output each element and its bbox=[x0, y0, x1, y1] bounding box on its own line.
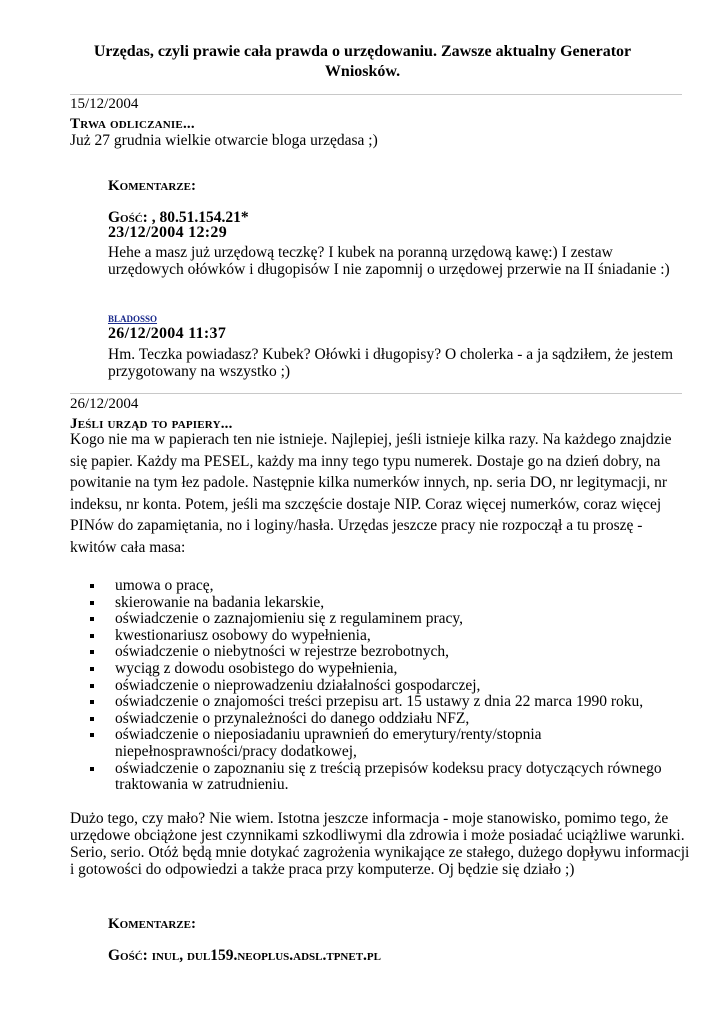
bullet-icon bbox=[90, 584, 94, 588]
bullet-icon bbox=[90, 617, 94, 621]
divider bbox=[70, 94, 682, 95]
list-item: oświadczenie o nieprowadzeniu działalności gospodarczej, bbox=[90, 678, 690, 695]
list-item: oświadczenie o zapoznaniu się z treścią przepisów kodeksu pracy dotyczących równego traktowania w zatrudnieniu. bbox=[90, 761, 690, 794]
document-list bbox=[90, 578, 690, 794]
bullet-icon bbox=[90, 717, 94, 721]
bullet-icon bbox=[90, 733, 94, 737]
comments-heading: Komentarze: bbox=[108, 916, 196, 932]
list-item: oświadczenie o zaznajomieniu się z regulaminem pracy, bbox=[90, 611, 690, 628]
post-body: Kogo nie ma w papierach ten nie istnieje. Najlepiej, jeśli istnieje kilka razy. Na każdego znajdzie się papier. Każdy ma PESEL, każdy ma inny tego typu numerek. Dostaje go na dzień dobry, na powitanie na tym łez padole. Następnie kilka numerków innych, np. seria DO, nr legitymacji, nr indeksu, nr konta. Potem, jeśli ma szczęście dostaje NIP. Coraz więcej numerków, coraz więcej PINów do zapamiętania, no i loginy/hasła. Urzędas jeszcze pracy nie rozpoczął a tu proszę - kwitów cała masa: bbox=[70, 431, 672, 556]
list-item: oświadczenie o nieposiadaniu uprawnień do emerytury/renty/stopnia niepełnosprawności/pracy dodatkowej, bbox=[90, 727, 690, 760]
bullet-icon bbox=[90, 767, 94, 771]
bullet-icon bbox=[90, 667, 94, 671]
comment-datetime: 26/12/2004 11:37 bbox=[108, 325, 227, 342]
list-item: oświadczenie o znajomości treści przepisu art. 15 ustawy z dnia 22 marca 1990 roku, bbox=[90, 694, 690, 711]
post-date: 26/12/2004 bbox=[70, 396, 139, 412]
post-title: Jeśli urząd to papiery... bbox=[70, 416, 233, 432]
bullet-icon bbox=[90, 700, 94, 704]
divider bbox=[70, 393, 682, 394]
comments-heading: Komentarze: bbox=[108, 178, 196, 194]
comment-author: Gość: , 80.51.154.21* bbox=[108, 209, 249, 226]
post-date: 15/12/2004 bbox=[70, 96, 139, 112]
comment-body: Hm. Teczka powiadasz? Kubek? Ołówki i długopisy? O cholerka - a ja sądziłem, że jestem przygotowany na wszystko ;) bbox=[108, 346, 674, 380]
post-title: Trwa odliczanie... bbox=[70, 116, 195, 132]
list-item: oświadczenie o niebytności w rejestrze bezrobotnych, bbox=[90, 644, 690, 661]
bullet-icon bbox=[90, 650, 94, 654]
list-item: umowa o pracę, bbox=[90, 578, 690, 595]
comment-body: Hehe a masz już urzędową teczkę? I kubek na poranną urzędową kawę:) I zestaw urzędowych ołówków i długopisów I nie zapomnij o urzędowej przerwie na II śniadanie :) bbox=[108, 244, 670, 278]
post-outro: Dużo tego, czy mało? Nie wiem. Istotna jeszcze informacja - moje stanowisko, pomimo tego, że urzędowe obciążone jest czynnikami szkodliwymi dla zdrowia i może posiadać uciążliwe warunki. Serio, serio. Otóż będą mnie dotykać zagrożenia wynikające ze stałego, dużego dopływu informacji i gotowości do odpowiedzi a także praca przy komputerze. Oj będzie się działo ;) bbox=[70, 810, 690, 878]
post-body: Już 27 grudnia wielkie otwarcie bloga urzędasa ;) bbox=[70, 132, 378, 149]
list-item: skierowanie na badania lekarskie, bbox=[90, 595, 690, 612]
bullet-icon bbox=[90, 601, 94, 605]
bullet-icon bbox=[90, 634, 94, 638]
comment-author: Gość: inul, dul159.neoplus.adsl.tpnet.pl bbox=[108, 947, 381, 964]
comment-datetime: 23/12/2004 12:29 bbox=[108, 224, 228, 241]
list-item: oświadczenie o przynależności do danego oddziału NFZ, bbox=[90, 711, 690, 728]
comment-author-link[interactable]: bladosso bbox=[108, 310, 158, 325]
blog-title: Urzędas, czyli prawie cała prawda o urzędowaniu. Zawsze aktualny Generator Wniosków. bbox=[93, 43, 632, 80]
bullet-icon bbox=[90, 684, 94, 688]
list-item: wyciąg z dowodu osobistego do wypełnienia, bbox=[90, 661, 690, 678]
list-item: kwestionariusz osobowy do wypełnienia, bbox=[90, 628, 690, 645]
